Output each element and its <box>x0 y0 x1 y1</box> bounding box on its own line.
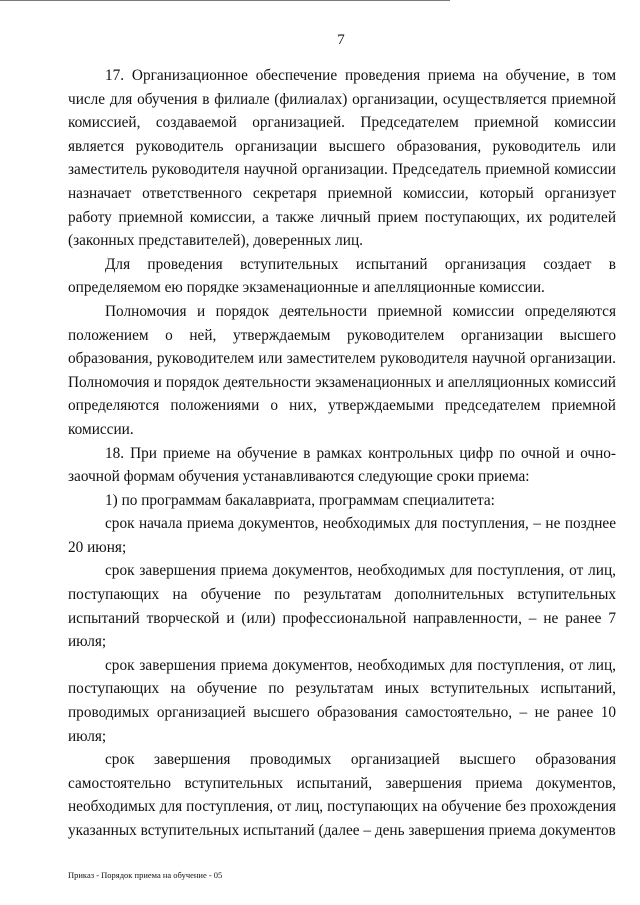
paragraph-deadline-creative-exams: срок завершения приема документов, необходимых для поступления, от лиц, поступающих на обучение по результатам дополнительных вступительных испытаний творческой и (или) профессиональной направленности, – не ранее 7 июля; <box>68 562 616 651</box>
page-number: 7 <box>337 32 345 48</box>
paragraph-start-date: срок начала приема документов, необходимых для поступления, – не позднее 20 июня; <box>68 515 616 556</box>
paragraph-committee-powers: Полномочия и порядок деятельности приемной комиссии определяются положением о ней, утверждаемым руководителем организации высшего образования, руководителем или заместителем руководителя научной организации. Полномочия и порядок деятельности экзаменационных и апелляционных комиссий определяются положениями о них, утверждаемыми председателем приемной комиссии. <box>68 302 616 438</box>
paragraph-18-admission-terms: 18. При приеме на обучение в рамках контрольных цифр по очной и очно-заочной формам обучения устанавливаются следующие сроки приема: <box>68 444 616 486</box>
paragraph-exam-completion-deadline: срок завершения проводимых организацией высшего образования самостоятельно вступительных испытаний, завершения приема документов, необходимых для поступления, от лиц, поступающих на обучение без прохождения указанных вступительных испытаний (далее – день завершения приема документов <box>68 751 616 839</box>
document-body <box>68 64 616 843</box>
paragraph-deadline-other-exams: срок завершения приема документов, необходимых для поступления, от лиц, поступающих на обучение по результатам иных вступительных испытаний, проводимых организацией высшего образования самостоятельно, – не ранее 10 июля; <box>68 656 616 745</box>
list-item-bachelor-programs: 1) по программам бакалавриата, программам специалитета: <box>105 491 495 509</box>
paragraph-17-admission-committee: 17. Организационное обеспечение проведения приема на обучение, в том числе для обучения в филиале (филиалах) организации, осуществляется приемной комиссией, создаваемой организацией. Председателем приемной комиссии является руководитель организации высшего образования, руководитель или заместитель руководителя научной организации. Председатель приемной комиссии назначает ответственного секретаря приемной комиссии, который организует работу приемной комиссии, а также личный прием поступающих, их родителей (законных представителей), доверенных лиц. <box>68 67 616 250</box>
scan-top-rule <box>0 0 450 1</box>
paragraph-exam-commissions: Для проведения вступительных испытаний организация создает в определяемом ею порядке экзаменационные и апелляционные комиссии. <box>68 255 616 297</box>
page-footer: Приказ - Порядок приема на обучение - 05 <box>68 870 223 880</box>
